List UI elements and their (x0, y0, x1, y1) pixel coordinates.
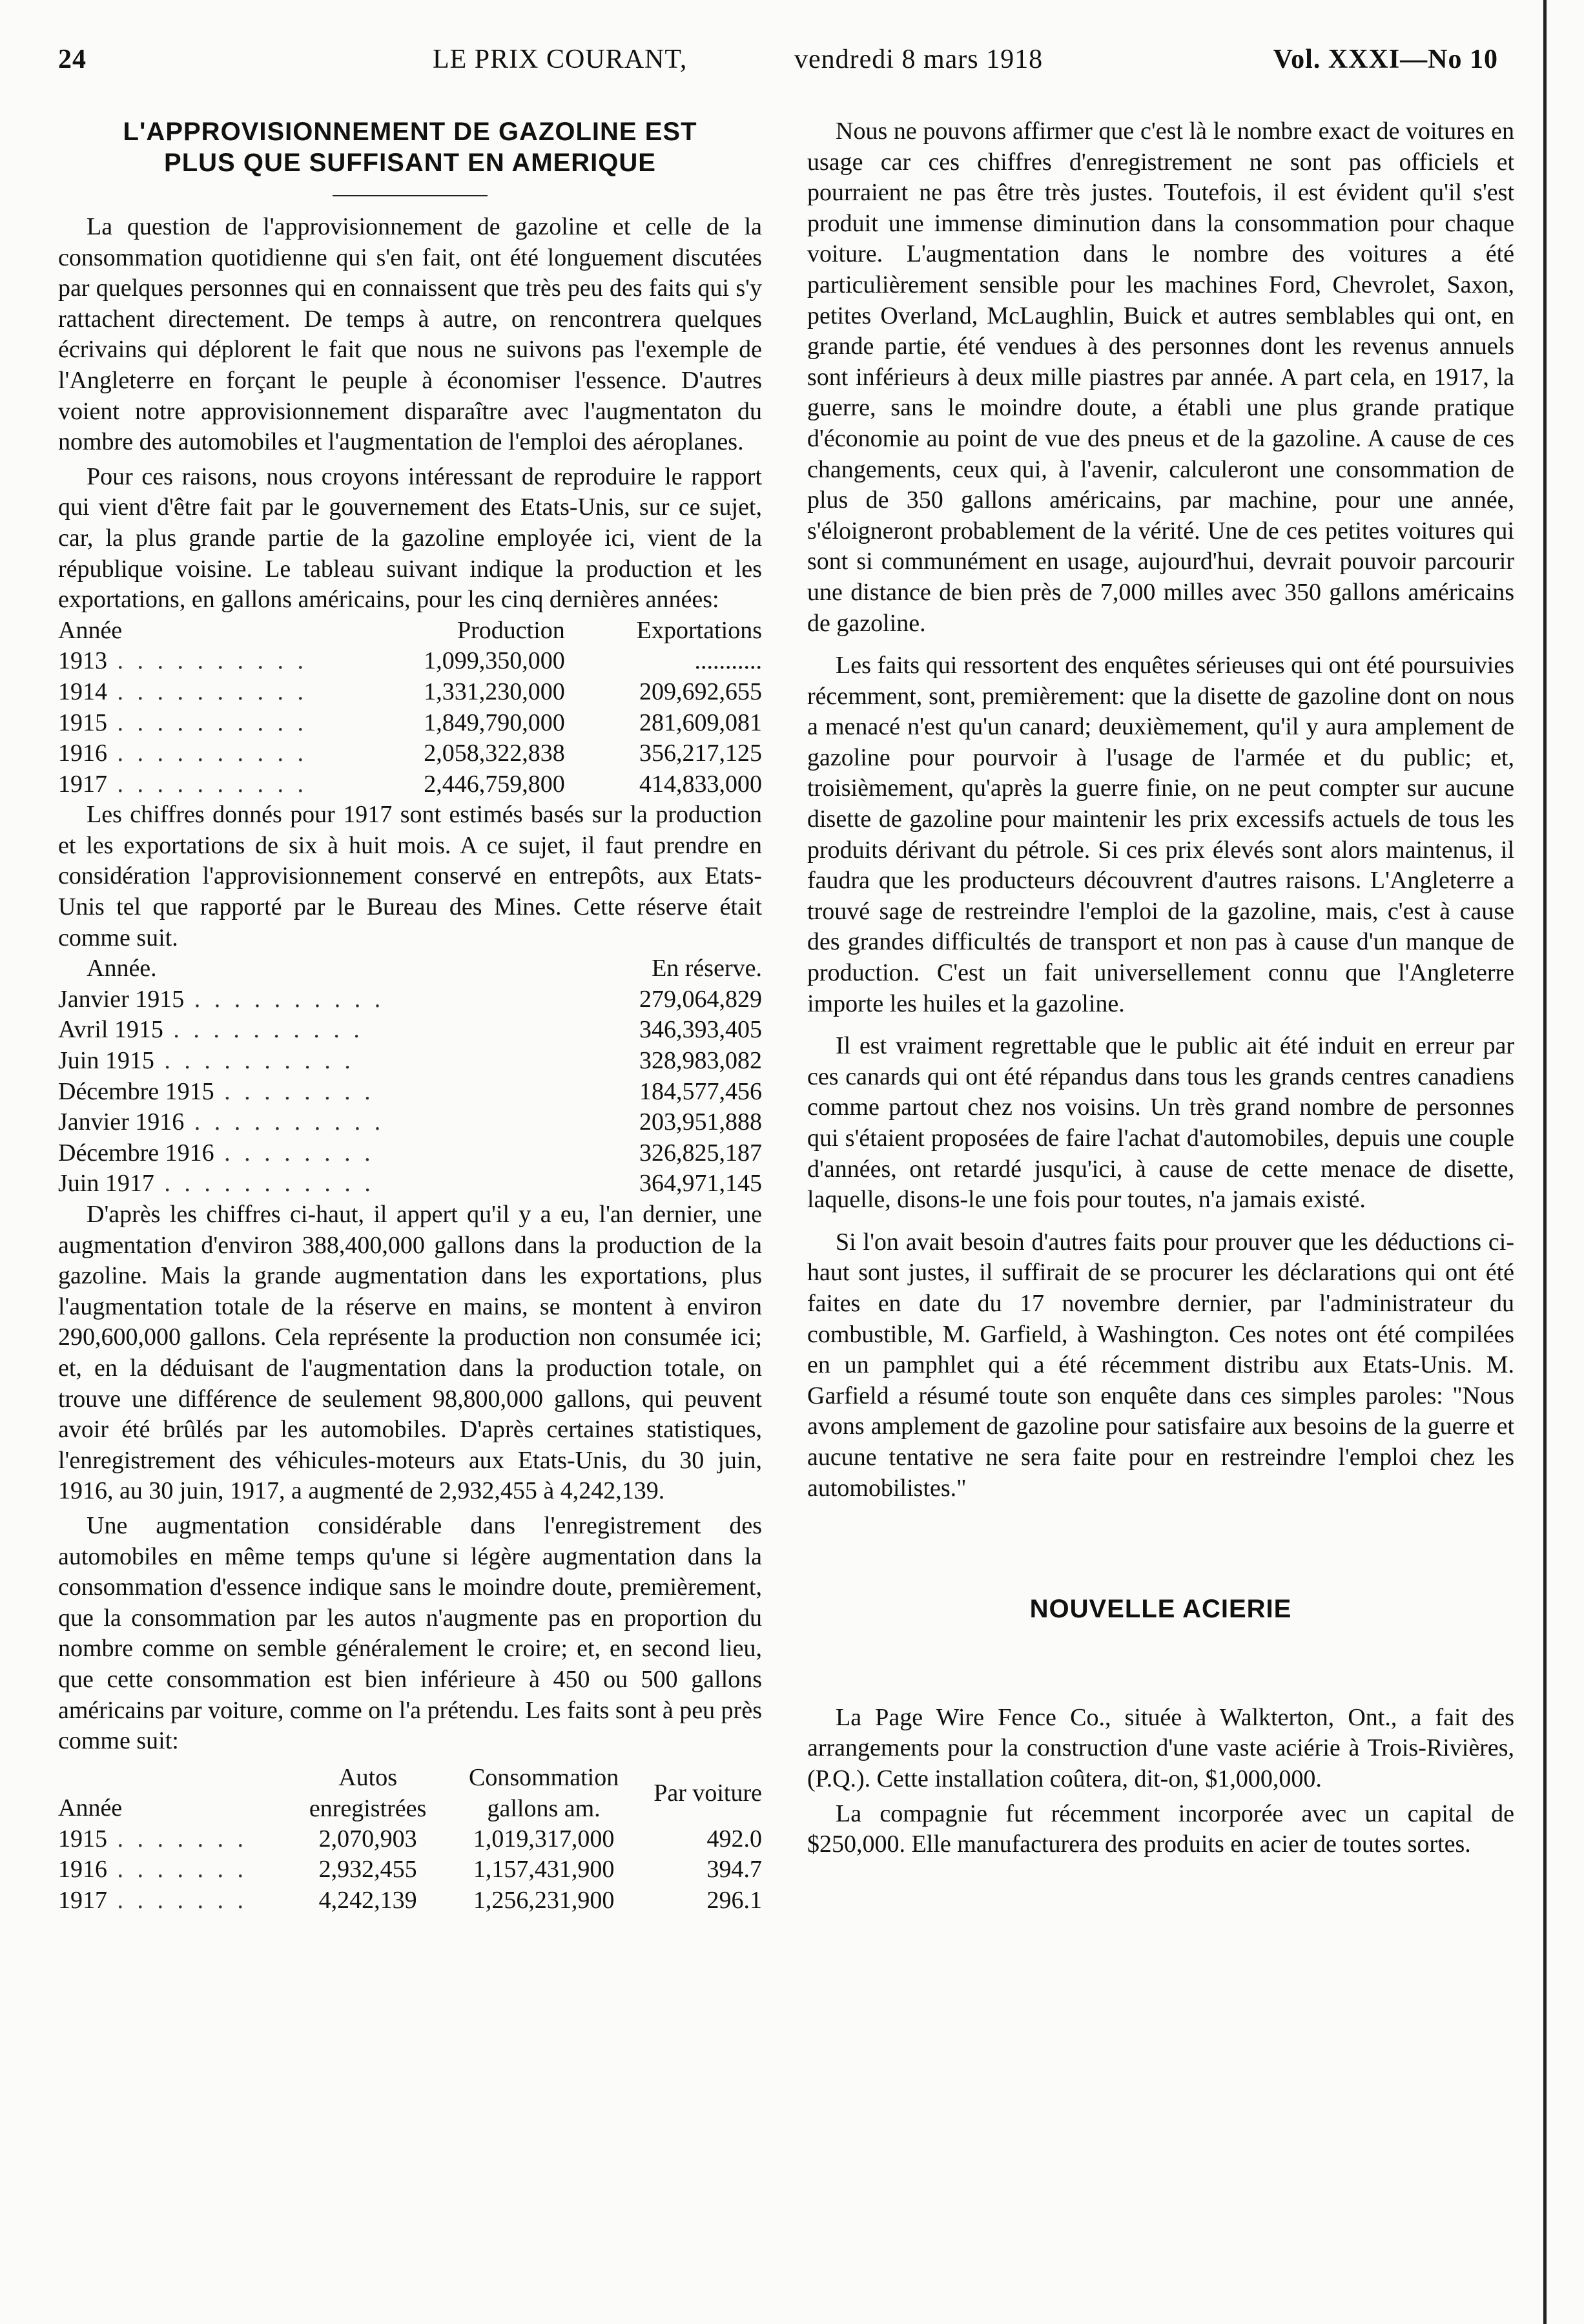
production-exports-table (58, 616, 762, 800)
dot-leader: . . . . . . . . . . (154, 1047, 355, 1075)
row-amount: 184,577,456 (639, 1077, 762, 1105)
table-row (58, 708, 762, 739)
row-amount: 326,825,187 (639, 1139, 762, 1167)
dot-leader: . . . . . . . . . . (107, 709, 307, 736)
article-title-line1: L'APPROVISIONNEMENT DE GAZOLINE EST (123, 118, 697, 146)
row-autos: 4,242,139 (318, 1886, 417, 1914)
row-per-car: 492.0 (706, 1825, 762, 1852)
dot-leader: . . . . . . . . . . (184, 985, 385, 1013)
table-row (58, 1107, 762, 1138)
row-amount: 346,393,405 (639, 1016, 762, 1044)
row-amount: 203,951,888 (639, 1108, 762, 1136)
row-year: 1914 (58, 678, 107, 705)
row-year: 1915 (58, 1825, 107, 1852)
table-row (58, 646, 762, 677)
row-period: Juin 1917 (58, 1170, 154, 1198)
table-row (58, 1168, 762, 1199)
row-consumption: 1,019,317,000 (473, 1825, 615, 1852)
col-header-production: Production (457, 616, 565, 644)
article-title (58, 116, 762, 178)
table-row (58, 1854, 762, 1885)
col-header-period: Année. (87, 955, 157, 982)
table-row (58, 984, 762, 1015)
row-year: 1916 (58, 740, 107, 767)
article2-title: NOUVELLE ACIERIE (1029, 1595, 1292, 1624)
row-consumption: 1,157,431,900 (473, 1856, 615, 1883)
table-row (58, 677, 762, 708)
table-header-row (58, 1762, 762, 1824)
table-row (58, 1885, 762, 1916)
table-row (58, 738, 762, 769)
col-header-reserve: En réserve. (652, 955, 762, 982)
row-exports: ........... (694, 647, 762, 675)
row-production: 1,331,230,000 (424, 678, 565, 705)
dot-leader: . . . . . . . . (214, 1139, 375, 1167)
dot-leader: . . . . . . . (107, 1825, 247, 1852)
title-divider (333, 195, 488, 196)
row-consumption: 1,256,231,900 (473, 1886, 615, 1914)
issue-date: vendredi 8 mars 1918 (794, 45, 1044, 74)
dot-leader: . . . . . . . . . . (107, 770, 307, 798)
dot-leader: . . . . . . . . . . (184, 1108, 385, 1136)
row-year: 1917 (58, 770, 107, 798)
page-number: 24 (58, 45, 87, 74)
article2-paragraph-1: La Page Wire Fence Co., située à Walkterton, Ont., a fait des arrangements pour la construction d'une vaste aciérie à Trois-Rivières, (P.Q.). Cette installation coûtera, dit-on, $1,000,000. (807, 1703, 1514, 1792)
row-production: 2,058,322,838 (424, 740, 565, 767)
publication-name: LE PRIX COURANT, (433, 45, 688, 74)
col-header-exports: Exportations (636, 616, 762, 644)
right-margin-rule (1543, 0, 1547, 2324)
table-row (58, 1046, 762, 1077)
dot-leader: . . . . . . . . . . (107, 740, 307, 767)
article2-paragraph-2: La compagnie fut récemment incorporée avec un capital de $250,000. Elle manufacturera des produits en acier de toutes sortes. (807, 1800, 1514, 1858)
paragraph-2: Pour ces raisons, nous croyons intéressant de reproduire le rapport qui vient d'être fait par le gouvernement des Etats-Unis, sur ce sujet, car, la plus grande partie de la gazoline employée ici, vient de la république voisine. Le tableau suivant indique la production et les exportations, en gallons américains, pour les cinq dernières années: (58, 462, 762, 614)
row-period: Janvier 1915 (58, 985, 185, 1013)
table-header-row (58, 616, 762, 647)
col-header-year: Année (58, 616, 123, 644)
dot-leader: . . . . . . . . . . . (154, 1170, 375, 1198)
row-year: 1913 (58, 647, 107, 675)
row-year: 1915 (58, 709, 107, 736)
row-autos: 2,070,903 (318, 1825, 417, 1852)
dot-leader: . . . . . . . (107, 1886, 247, 1914)
dot-leader: . . . . . . . . (214, 1077, 375, 1105)
paragraph-6: Nous ne pouvons affirmer que c'est là le nombre exact de voitures en usage car ces chiffres d'enregistrement ne sont pas officiels et pourraient ne pas être très justes. Toutefois, il est évident qu'il s'est produit une immense diminution dans la consommation pour chaque voiture. L'augmentation dans le nombre des voitures a été particulièrement sensible pour les machines Ford, Chevrolet, Saxon, petites Overland, McLaughlin, Buick et autres semblables qui ont, en grande partie, été vendues à des personnes dont les revenus annuels sont inférieurs à deux mille piastres par année. A part cela, en 1917, la guerre, sans le moindre doute, a établi une plus grande pratique d'économie au point de vue des pneus et de la gazoline. A cause de ces changements, ceux qui, à l'avenir, calculeront une consommation de plus de 350 gallons américains, par machine, pour une année, s'éloigneront probablement de la vérité. Une de ces petites voitures qui sont si communément en usage, aujourd'hui, devrait pouvoir parcourir une distance de bien près de 7,000 milles avec 350 gallons américains de gazoline. (807, 118, 1514, 637)
paragraph-4: D'après les chiffres ci-haut, il appert qu'il y a eu, l'an dernier, une augmentation d'environ 388,400,000 gallons dans la production de la gazoline. Mais la grande augmentation dans les exportations, plus l'augmentation totale de la réserve en mains, se montent à environ 290,600,000 gallons. Cela représente la production non consumée ici; et, en la déduisant de l'augmentation dans la production totale, on trouve une différence de seulement 98,800,000 gallons, qui peuvent avoir été brûlés par les automobiles. D'après certaines statistiques, l'enregistrement des véhicules-moteurs aux Etats-Unis, du 30 juin, 1916, au 30 juin, 1917, a augmenté de 2,932,455 à 4,242,139. (58, 1201, 762, 1505)
dot-leader: . . . . . . . (107, 1856, 247, 1883)
table-row (58, 1138, 762, 1169)
row-amount: 328,983,082 (639, 1047, 762, 1075)
col-header-autos: Autos enregistrées (309, 1763, 427, 1822)
article-title-line2: PLUS QUE SUFFISANT EN AMERIQUE (164, 149, 656, 177)
reserve-table (58, 953, 762, 1199)
row-period: Avril 1915 (58, 1016, 163, 1044)
table-row (58, 1824, 762, 1855)
row-period: Décembre 1916 (58, 1139, 214, 1167)
col-header-per-car: Par voiture (653, 1779, 762, 1807)
paragraph-1: La question de l'approvisionnement de gazoline et celle de la consommation quotidienne qui s'en fait, ont été longuement discutées par quelques personnes qui en connaissent que très peu des faits qui s'y rattachent directement. De temps à autre, on rencontrera quelques écrivains qui déplorent le fait que nous ne suivons pas l'exemple de l'Angleterre en forçant le peuple à économiser l'essence. D'autres voient notre approvisionnement disparaître avec l'augmentaton du nombre des automobiles et l'augmentation de l'emploi des aéroplanes. (58, 213, 762, 456)
row-per-car: 296.1 (706, 1886, 762, 1914)
row-amount: 279,064,829 (639, 985, 762, 1013)
row-production: 2,446,759,800 (424, 770, 565, 798)
row-production: 1,849,790,000 (424, 709, 565, 736)
table-row (58, 1077, 762, 1108)
dot-leader: . . . . . . . . . . (107, 647, 307, 675)
row-exports: 356,217,125 (639, 740, 762, 767)
left-column (58, 116, 762, 1916)
paragraph-5: Une augmentation considérable dans l'enregistrement des automobiles en même temps qu'une si légère augmentation dans la consommation d'essence indique sans le moindre doute, premièrement, que la consommation par les autos n'augmente pas en proportion du nombre comme on semble généralement le croire; et, en second lieu, que cette consommation est bien inférieure à 450 ou 500 gallons américains par voiture, comme on l'a prétendu. Les faits sont à peu près comme suit: (58, 1511, 762, 1755)
col-header-consumption: Consommation gallons am. (468, 1763, 619, 1822)
row-period: Juin 1915 (58, 1047, 154, 1075)
paragraph-8: Il est vraiment regrettable que le public ait été induit en erreur par ces canards qui ont été répandus dans tous les grands centres canadiens comme partout chez nos voisins. Un très grand nombre de personnes qui s'étaient proposées de faire l'achat d'automobiles, depuis une couple d'années, ont retardé jusqu'ici, à cause de cette menace de disette, laquelle, disons-le une fois pour toutes, n'a jamais existé. (807, 1032, 1514, 1214)
row-amount: 364,971,145 (639, 1170, 762, 1198)
row-exports: 209,692,655 (639, 678, 762, 705)
row-production: 1,099,350,000 (424, 647, 565, 675)
row-period: Décembre 1915 (58, 1077, 214, 1105)
table-header-row (58, 953, 762, 984)
row-period: Janvier 1916 (58, 1108, 185, 1136)
row-exports: 414,833,000 (639, 770, 762, 798)
page-header (58, 44, 1498, 89)
row-year: 1917 (58, 1886, 107, 1914)
dot-leader: . . . . . . . . . . (107, 678, 307, 705)
right-column (807, 116, 1514, 1860)
volume-number: Vol. XXXI—No 10 (1273, 45, 1498, 74)
row-autos: 2,932,455 (318, 1856, 417, 1883)
table-row (58, 769, 762, 800)
paragraph-7: Les faits qui ressortent des enquêtes sérieuses qui ont été poursuivies récemment, sont, premièrement: que la disette de gazoline dont on nous a menacé n'est qu'un canard; deuxièmement, qu'il y aura amplement de gazoline pour pourvoir à l'usage de l'armée et du public; et, troisièmement, qu'après la guerre finie, on ne peut compter sur aucune disette de gazoline pour maintenir les prix excessifs actuels de tous les produits dérivant du pétrole. Si ces prix élevés sont alors maintenus, il faudra que les producteurs découvrent d'autres raisons. L'Angleterre a trouvé sage de restreindre l'emploi de la gazoline, mais, c'est à cause des grandes difficultés de transport et non pas à cause d'un manque de production. C'est un fait universellement connu que l'Angleterre importe les huiles et la gazoline. (807, 652, 1514, 1017)
col-header-year: Année (58, 1794, 123, 1822)
paragraph-3: Les chiffres donnés pour 1917 sont estimés basés sur la production et les exportations de six à huit mois. A ce sujet, il faut prendre en considération l'approvisionnement conservé en entrepôts, aux Etats-Unis tel que rapporté par le Bureau des Mines. Cette réserve était comme suit. (58, 801, 762, 951)
paragraph-9: Si l'on avait besoin d'autres faits pour prouver que les déductions ci-haut sont justes, il suffirait de se procurer les déclarations qui ont été faites en date du 17 novembre dernier, par l'administrateur du combustible, M. Garfield, à Washington. Ces notes ont été compilées en un pamphlet qui a été récemment distribu aux Etats-Unis. M. Garfield a résumé toute son enquête dans ces simples paroles: "Nous avons amplement de gazoline pour satisfaire aux besoins de la guerre et aucune tentative ne sera faite pour en restreindre l'emploi chez les automobilistes." (807, 1228, 1514, 1502)
consumption-table (58, 1762, 762, 1916)
table-row (58, 1015, 762, 1046)
dot-leader: . . . . . . . . . . (163, 1016, 364, 1044)
row-per-car: 394.7 (706, 1856, 762, 1883)
row-year: 1916 (58, 1856, 107, 1883)
row-exports: 281,609,081 (639, 709, 762, 736)
